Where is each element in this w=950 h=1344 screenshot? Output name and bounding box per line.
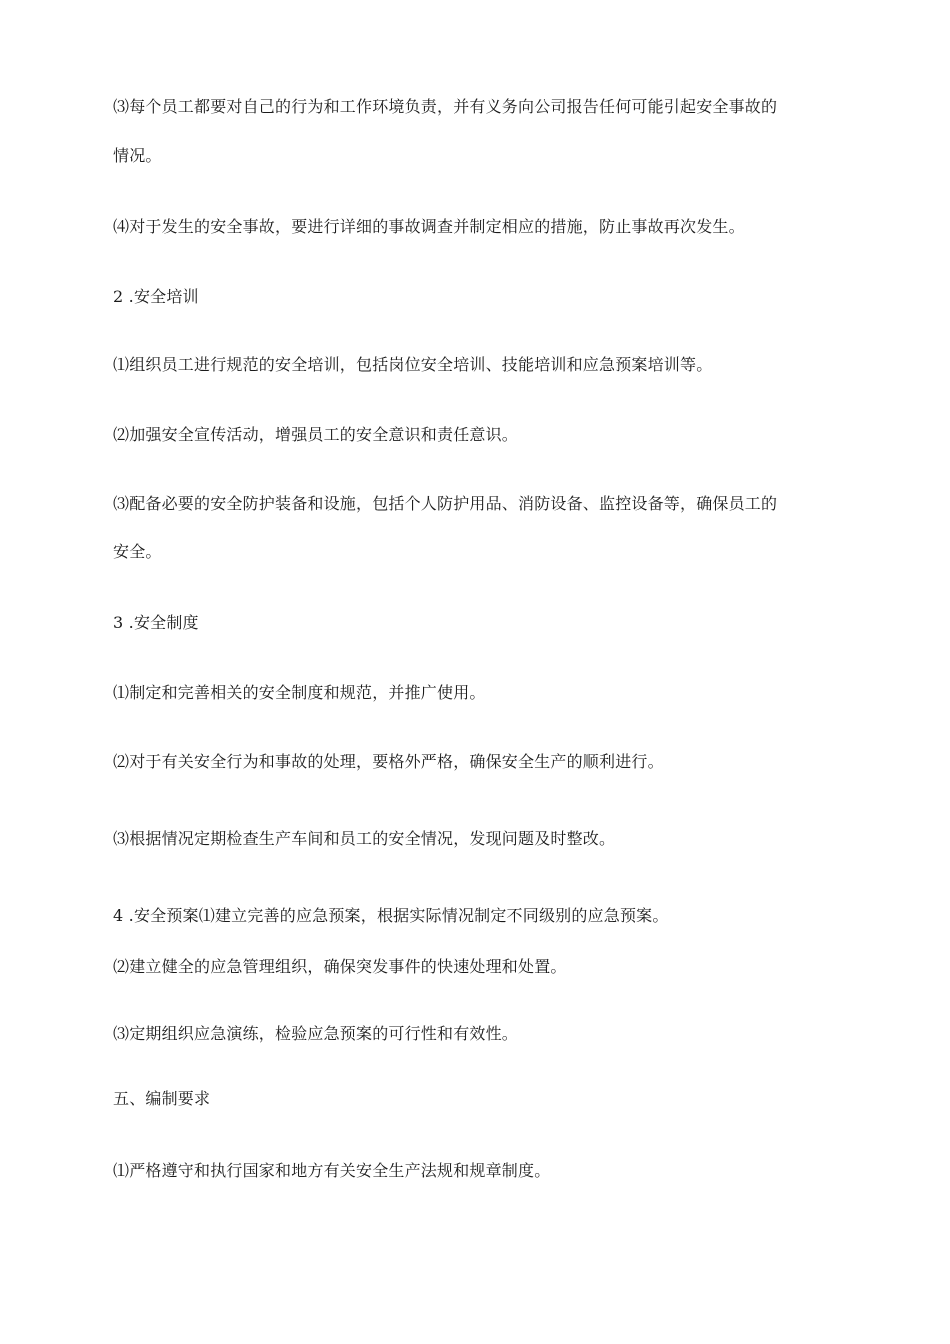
- paragraph-line: ⑴严格遵守和执行国家和地方有关安全生产法规和规章制度。: [113, 1161, 551, 1180]
- section-heading: 4 .安全预案⑴建立完善的应急预案，根据实际情况制定不同级别的应急预案。: [113, 906, 669, 925]
- paragraph-line: 安全。: [113, 542, 162, 561]
- paragraph-line: ⑶配备必要的安全防护装备和设施，包括个人防护用品、消防设备、监控设备等，确保员工的: [113, 494, 778, 513]
- paragraph-line: ⑶定期组织应急演练，检验应急预案的可行性和有效性。: [113, 1024, 519, 1043]
- paragraph-line: ⑶根据情况定期检查生产车间和员工的安全情况，发现问题及时整改。: [113, 829, 616, 848]
- paragraph-line: ⑵加强安全宣传活动，增强员工的安全意识和责任意识。: [113, 425, 519, 444]
- paragraph-line: ⑷对于发生的安全事故，要进行详细的事故调查并制定相应的措施，防止事故再次发生。: [113, 217, 745, 236]
- paragraph-line: 情况。: [113, 146, 162, 165]
- paragraph-line: ⑵对于有关安全行为和事故的处理，要格外严格，确保安全生产的顺利进行。: [113, 752, 664, 771]
- paragraph-line: ⑴制定和完善相关的安全制度和规范，并推广使用。: [113, 683, 486, 702]
- paragraph-line: ⑴组织员工进行规范的安全培训，包括岗位安全培训、技能培训和应急预案培训等。: [113, 355, 713, 374]
- paragraph-line: ⑵建立健全的应急管理组织，确保突发事件的快速处理和处置。: [113, 957, 567, 976]
- section-heading: 3 .安全制度: [113, 613, 199, 632]
- section-heading: 2 .安全培训: [113, 287, 199, 306]
- section-heading: 五、编制要求: [113, 1089, 211, 1108]
- paragraph-line: ⑶每个员工都要对自己的行为和工作环境负责，并有义务向公司报告任何可能引起安全事故的: [113, 97, 778, 116]
